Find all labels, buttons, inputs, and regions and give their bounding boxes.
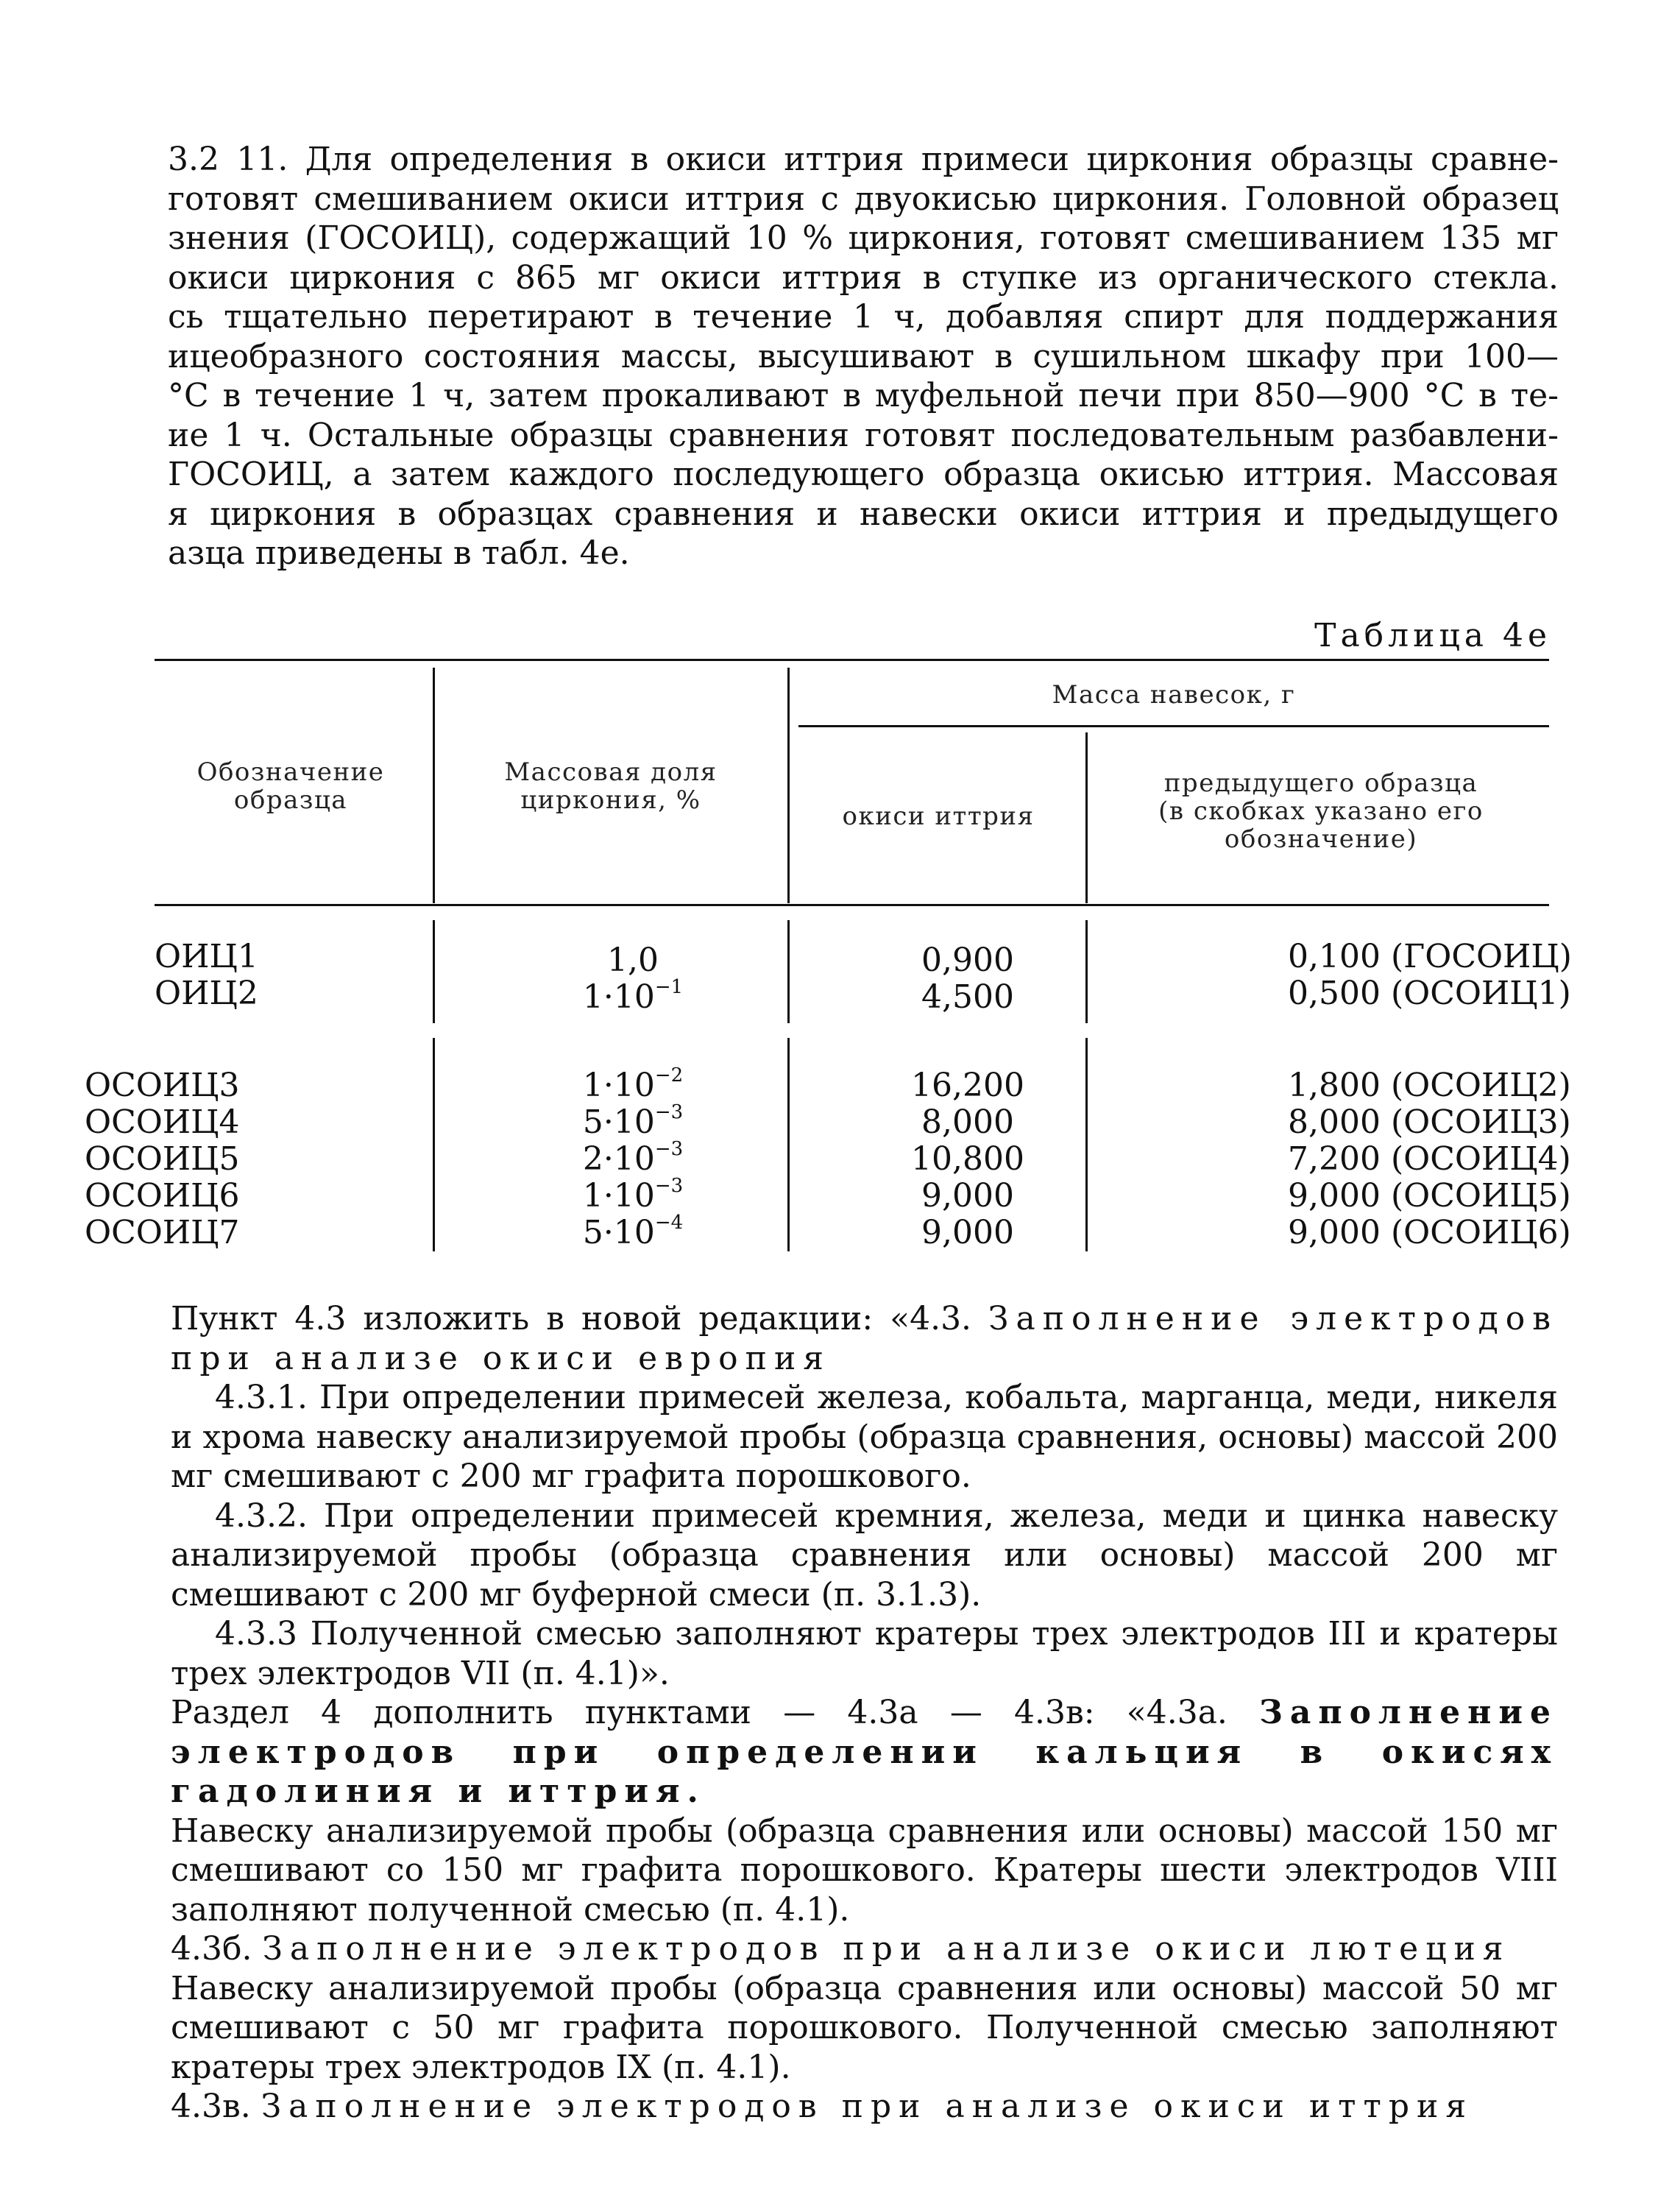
fraction-base: 2·10 [582, 1140, 655, 1178]
cell-yttrium-oxide: 0,900 [921, 941, 1014, 979]
cell-mass-fraction [500, 1101, 765, 1141]
section-4-additions-lead: Раздел 4 дополнить пунктами — 4.3а — 4.3в: «4.3а. [171, 1694, 1227, 1731]
header-mass-fraction: Массовая доля циркония, % [504, 757, 718, 815]
cell-yttrium-oxide: 9,000 [921, 1214, 1014, 1251]
header-previous-sample: предыдущего образца (в скобках указано его обозначение) [1158, 768, 1484, 854]
cell-previous-sample: 0,500 (ОСОИЦ1) [1288, 975, 1571, 1012]
fraction-base: 1·10 [582, 1177, 655, 1215]
cell-designation: ОСОИЦ7 [85, 1214, 240, 1251]
table-divider [1085, 732, 1088, 903]
cell-previous-sample: 0,100 (ГОСОИЦ) [1288, 938, 1572, 975]
cell-previous-sample: 9,000 (ОСОИЦ6) [1288, 1214, 1571, 1251]
fraction-base: 5·10 [582, 1214, 655, 1251]
intro-line: окиси циркония с 865 мг окиси иттрия в ступке из органического стекла. [168, 258, 1559, 297]
intro-line: ицеобразного состояния массы, высушивают в сушильном шкафу при 100— [168, 337, 1559, 375]
fraction-exponent: −1 [654, 976, 684, 998]
intro-line: ГОСОИЦ, а затем каждого последующего образца окисью иттрия. Массовая [168, 456, 1559, 493]
cell-mass-fraction [500, 1064, 765, 1104]
fraction-exponent: −3 [654, 1138, 684, 1160]
paragraph-4-3-2: 4.3.2. При определении примесей кремния, железа, меди и цинка навеску анализируемой пробы (образца сравнения или основы) массой 200 мг смешивают с 200 мг буферной смеси (п. 3.1.3). [171, 1497, 1558, 1614]
cell-designation: ОСОИЦ5 [85, 1140, 240, 1178]
section-4-3b-heading [171, 1929, 1558, 1969]
cell-previous-sample: 9,000 (ОСОИЦ5) [1288, 1177, 1571, 1215]
section-4-3-lead: Пункт 4.3 изложить в новой редакции: «4.3. [171, 1300, 972, 1338]
section-4-3-heading [171, 1299, 1558, 1378]
cell-mass-fraction [500, 1138, 765, 1178]
intro-line: я циркония в образцах сравнения и навески окиси иттрия и предыдущего [168, 495, 1559, 533]
cell-designation: ОСОИЦ4 [85, 1103, 240, 1141]
header-mass-group: Масса навесок, г [1052, 680, 1296, 710]
header-yttrium-oxide: окиси иттрия [842, 802, 1035, 831]
intro-line: ие 1 ч. Остальные образцы сравнения готовят последовательным разбавлени- [168, 416, 1559, 454]
cell-yttrium-oxide: 9,000 [921, 1177, 1014, 1215]
table-divider [787, 668, 790, 903]
section-4-3b-number: 4.3б. [171, 1930, 252, 1968]
intro-line: сь тщательно перетирают в течение 1 ч, добавляя спирт для поддержания [168, 298, 1559, 336]
section-4-3a-title: Заполнение электродов при определении кальция в окисях гадолиния и иттрия. [171, 1694, 1558, 1810]
section-4-3-title: Заполнение электродов при анализе окиси европия [171, 1300, 1558, 1377]
table-caption: Таблица 4е [1314, 617, 1551, 654]
fraction-base: 1·10 [582, 1067, 655, 1104]
cell-previous-sample: 1,800 (ОСОИЦ2) [1288, 1067, 1571, 1104]
cell-yttrium-oxide: 10,800 [911, 1140, 1024, 1178]
table-4e [85, 659, 1572, 1270]
cell-yttrium-oxide: 8,000 [921, 1103, 1014, 1141]
cell-mass-fraction [500, 1212, 765, 1251]
cell-mass-fraction [500, 942, 765, 979]
intro-line: азца приведены в табл. 4е. [168, 534, 630, 572]
table-divider [433, 920, 435, 1023]
cell-previous-sample: 8,000 (ОСОИЦ3) [1288, 1103, 1571, 1141]
section-4-3 [171, 1299, 1558, 2127]
table-group-rule [798, 725, 1549, 727]
paragraph-4-3-1: 4.3.1. При определении примесей железа, кобальта, марганца, меди, никеля и хрома навеску анализируемой пробы (образца сравнения, основы) массой 200 мг смешивают с 200 мг графита порошкового. [171, 1379, 1558, 1495]
intro-line: готовят смешиванием окиси иттрия с двуокисью циркония. Головной образец [168, 180, 1559, 218]
cell-designation: ОСОИЦ3 [85, 1067, 240, 1104]
section-4-3c-number: 4.3в. [171, 2088, 251, 2125]
intro-line: °С в течение 1 ч, затем прокаливают в муфельной печи при 850—900 °С в те- [168, 377, 1559, 414]
table-divider [433, 1038, 435, 1251]
fraction-base: 1,0 [607, 941, 659, 979]
fraction-base: 1·10 [582, 978, 655, 1016]
intro-line: 3.2 11. Для определения в окиси иттрия примеси циркония образцы сравне- [168, 141, 1559, 178]
table-divider [433, 668, 435, 903]
cell-yttrium-oxide: 4,500 [921, 978, 1014, 1016]
section-4-additions-heading [171, 1693, 1558, 1812]
cell-yttrium-oxide: 16,200 [911, 1067, 1024, 1104]
section-4-3c-title: Заполнение электродов при анализе окиси иттрия [261, 2088, 1474, 2125]
table-divider [787, 920, 790, 1023]
section-4-3c-heading [171, 2087, 1558, 2127]
table-top-rule [155, 659, 1549, 661]
fraction-exponent: −4 [654, 1212, 684, 1234]
intro-paragraph [168, 140, 1559, 573]
cell-mass-fraction [500, 1175, 765, 1215]
cell-designation: ОИЦ1 [155, 938, 258, 975]
header-designation: Обозначение образца [196, 757, 385, 815]
fraction-exponent: −3 [654, 1175, 684, 1197]
intro-line: знения (ГОСОИЦ), содержащий 10 % циркония, готовят смешиванием 135 мг [168, 219, 1559, 257]
paragraph-4-3-3: 4.3.3 Полученной смесью заполняют кратеры трех электродов III и кратеры трех электродов VII (п. 4.1)». [171, 1615, 1558, 1692]
fraction-base: 5·10 [582, 1103, 655, 1141]
fraction-exponent: −2 [654, 1064, 684, 1086]
paragraph-4-3b: Навеску анализируемой пробы (образца сравнения или основы) массой 50 мг смешивают с 50 мг графита порошкового. Полученной смесью заполняют кратеры трех электродов IX (п. 4.1). [171, 1969, 1558, 2086]
table-header-rule [155, 904, 1549, 906]
cell-designation: ОИЦ2 [155, 975, 258, 1012]
cell-mass-fraction [500, 976, 765, 1016]
paragraph-4-3a: Навеску анализируемой пробы (образца сравнения или основы) массой 150 мг смешивают со 150 мг графита порошкового. Кратеры шести электродов VIII заполняют полученной смесью (п. 4.1). [171, 1812, 1558, 1929]
table-divider [787, 1038, 790, 1251]
cell-designation: ОСОИЦ6 [85, 1177, 240, 1215]
section-4-3b-title: Заполнение электродов при анализе окиси лютеция [262, 1930, 1511, 1968]
fraction-exponent: −3 [654, 1101, 684, 1123]
cell-previous-sample: 7,200 (ОСОИЦ4) [1288, 1140, 1571, 1178]
